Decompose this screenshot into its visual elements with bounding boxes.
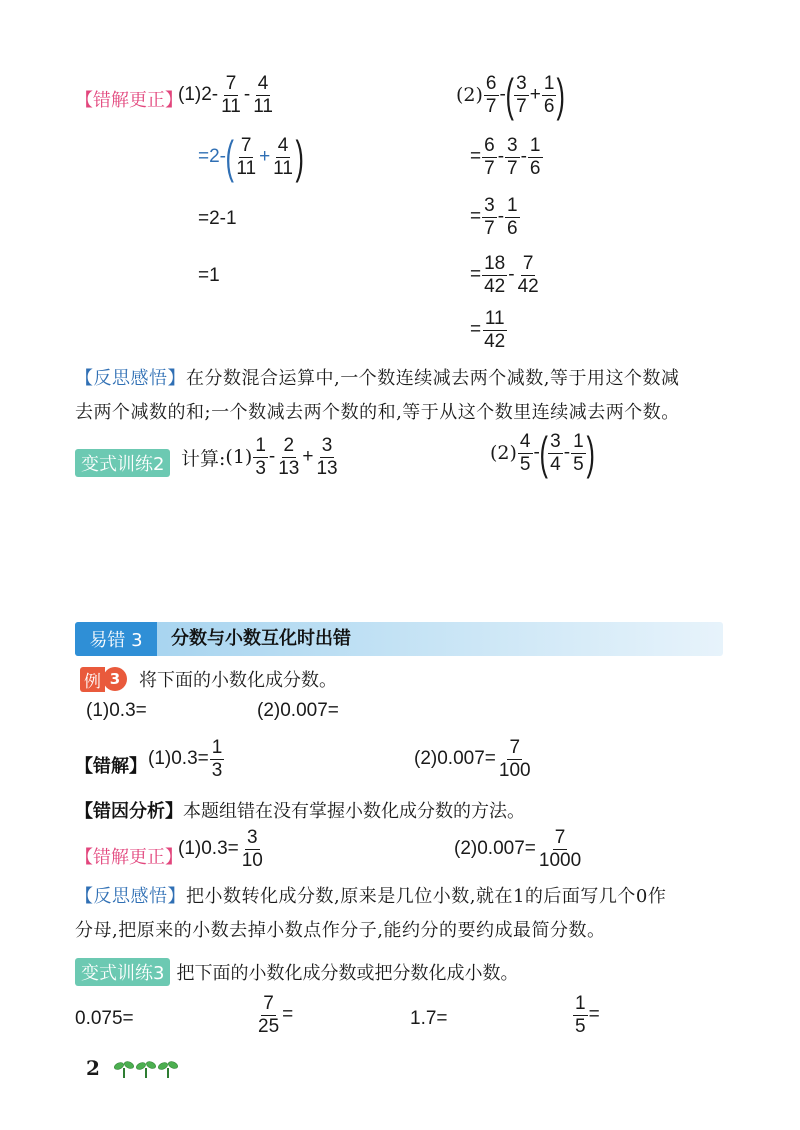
variant-3-badge: 变式训练3 bbox=[75, 958, 170, 986]
variant-3 bbox=[75, 958, 518, 986]
error-analysis bbox=[75, 797, 525, 823]
reflection-line-1: 把小数转化成分数,原来是几位小数,就在1的后面写几个0作 bbox=[186, 886, 667, 907]
correction-3-tag: 【错解更正】 bbox=[75, 847, 183, 868]
variant-3-item-3: 1.7= bbox=[410, 1008, 448, 1029]
problem-2-step-2: = $\frac{3}{7}$ - $\frac{1}{6}$ bbox=[470, 195, 518, 239]
section-label: 易错 3 bbox=[75, 622, 157, 656]
reflection-3 bbox=[75, 880, 725, 948]
example-3-question-1: (1)0.3= bbox=[86, 700, 147, 721]
problem-2-step-3: = $\frac{18}{42}$ - $\frac{7}{42}$ bbox=[470, 253, 539, 297]
correction-1 bbox=[75, 86, 183, 112]
problem-label: (1)2- bbox=[178, 84, 219, 106]
fraction: $\frac{4}{11}$ bbox=[253, 73, 273, 117]
fraction: $\frac{7}{11}$ bbox=[221, 73, 241, 117]
variant-2-badge: 变式训练2 bbox=[75, 449, 170, 477]
correction-tag: 【错解更正】 bbox=[75, 90, 183, 111]
correction-3-answer-2: (2)0.007= $\frac{7}{1000}$ bbox=[454, 827, 582, 871]
reflection-line-2: 去两个减数的和;一个数减去两个数的和,等于从这个数里连续减去两个数。 bbox=[75, 402, 680, 423]
problem-1-step-1: =2- ( $\frac{7}{11}$ + $\frac{4}{11}$ ) bbox=[198, 131, 304, 183]
variant-2-problem-1: 计算: (1) $\frac{1}{3}$ - $\frac{2}{13}$ + $\frac{3}{13}$ bbox=[181, 435, 338, 479]
reflection-tag: 【反思感悟】 bbox=[75, 368, 186, 389]
reflection-tag: 【反思感悟】 bbox=[75, 886, 186, 907]
section-3-header bbox=[75, 622, 723, 656]
problem-1-step-3: =1 bbox=[198, 265, 220, 286]
variant-2-problem-2: (2) $\frac{4}{5}$ - ( $\frac{3}{4}$ - $\frac{1}{5}$ ) bbox=[490, 427, 595, 479]
variant-3-item-1: 0.075= bbox=[75, 1008, 134, 1029]
page-number: 2 bbox=[86, 1056, 100, 1080]
problem-1-expression: (1)2- $\frac{7}{11}$ - $\frac{4}{11}$ bbox=[178, 73, 273, 117]
section-title: 分数与小数互化时出错 bbox=[171, 628, 351, 649]
wrong-answer-1: (1)0.3= $\frac{1}{3}$ bbox=[148, 737, 223, 781]
correction-3-answer-1: (1)0.3= $\frac{3}{10}$ bbox=[178, 827, 263, 871]
problem-2-step-1: = $\frac{6}{7}$ - $\frac{3}{7}$ - $\frac{1}{6}$ bbox=[470, 135, 541, 179]
reflection-line-1: 在分数混合运算中,一个数连续减去两个减数,等于用这个数减 bbox=[186, 368, 680, 389]
example-text: 将下面的小数化成分数。 bbox=[139, 670, 337, 691]
wrong-answer-tag: 【错解】 bbox=[75, 756, 147, 777]
example-3 bbox=[80, 666, 337, 692]
problem-2-step-4: = $\frac{11}{42}$ bbox=[470, 308, 506, 352]
reflection-1 bbox=[75, 362, 725, 430]
analysis-text: 本题组错在没有掌握小数化成分数的方法。 bbox=[183, 801, 525, 822]
variant-3-item-4: $\frac{1}{5}$ = bbox=[575, 993, 600, 1037]
sprout-decoration-icon bbox=[114, 1056, 178, 1085]
variant-3-text: 把下面的小数化成分数或把分数化成小数。 bbox=[176, 963, 519, 984]
example-3-question-2: (2)0.007= bbox=[257, 700, 339, 721]
problem-1-step-2: =2-1 bbox=[198, 208, 237, 229]
variant-3-item-2: $\frac{7}{25}$ = bbox=[258, 993, 294, 1037]
problem-2-expression: (2) $\frac{6}{7}$ - ( $\frac{3}{7}$ + $\frac{1}{6}$ ) bbox=[456, 69, 566, 121]
example-tag: 例 bbox=[80, 667, 105, 692]
example-number: 3 bbox=[103, 667, 127, 691]
analysis-tag: 【错因分析】 bbox=[75, 801, 183, 822]
wrong-answer-2: (2)0.007= $\frac{7}{100}$ bbox=[414, 737, 531, 781]
reflection-line-2: 分母,把原来的小数去掉小数点作分子,能约分的要约成最简分数。 bbox=[75, 920, 606, 941]
